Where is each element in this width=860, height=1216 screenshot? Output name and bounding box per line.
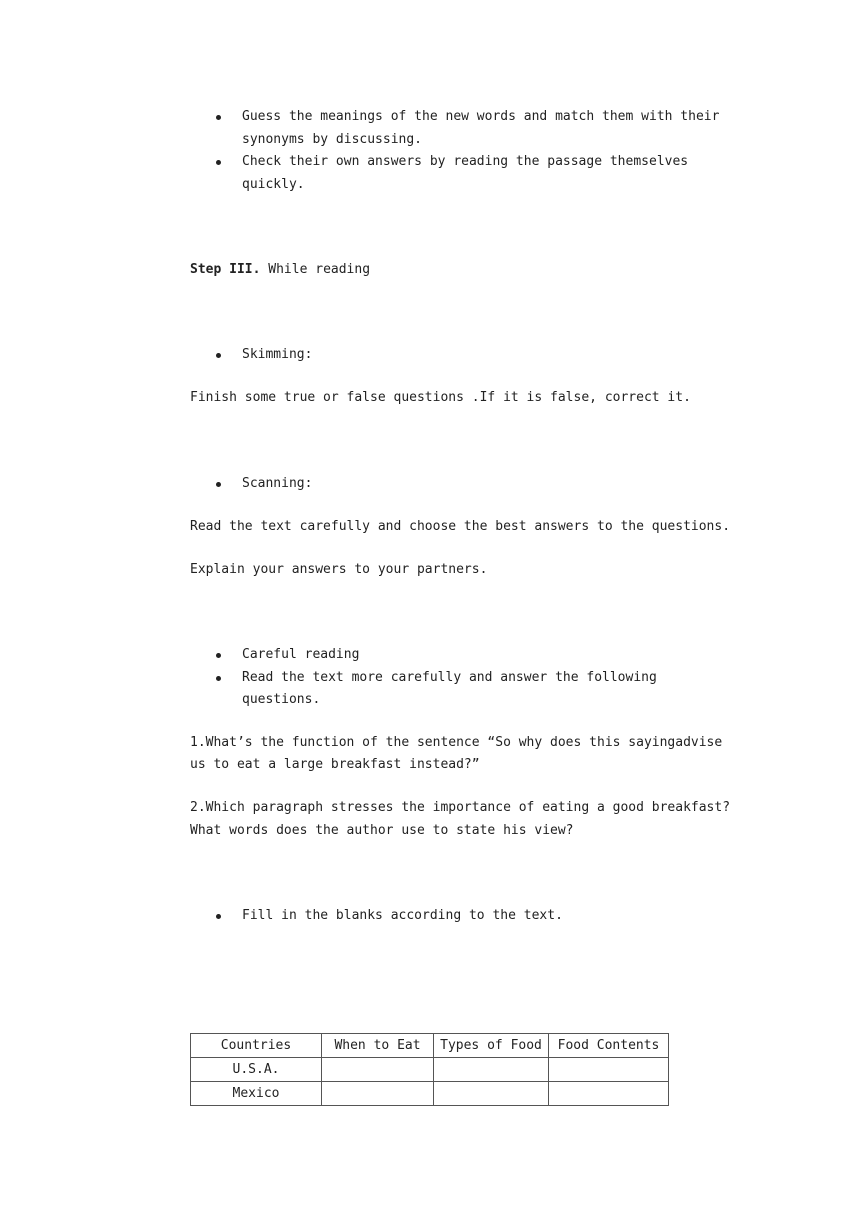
table-header-cell: When to Eat xyxy=(322,1034,434,1058)
careful-bullet: Careful reading xyxy=(242,647,360,662)
table-cell-blank xyxy=(322,1058,434,1082)
bullet-text: Check their own answers by reading the passage themselves xyxy=(242,154,689,169)
skimming-bullet: Skimming: xyxy=(242,347,313,362)
bullet-dot xyxy=(216,653,221,658)
step-label: Step III. xyxy=(190,262,261,277)
step-title: While reading xyxy=(268,262,371,277)
table-cell-blank xyxy=(322,1082,434,1106)
table-cell: U.S.A. xyxy=(191,1058,322,1082)
scanning-instruction: Explain your answers to your partners. xyxy=(190,562,488,577)
bullet-dot xyxy=(216,160,221,165)
table-cell: Mexico xyxy=(191,1082,322,1106)
bullet-dot xyxy=(216,482,221,487)
question-1: 1.What’s the function of the sentence “So why does this sayingadvise xyxy=(190,735,723,750)
bullet-dot xyxy=(216,914,221,919)
table-cell-blank xyxy=(549,1058,669,1082)
question-2: 2.Which paragraph stresses the importance of eating a good breakfast? xyxy=(190,800,731,815)
bullet-dot xyxy=(216,115,221,120)
scanning-instruction: Read the text carefully and choose the best answers to the questions. xyxy=(190,519,731,534)
bullet-text-continued: synonyms by discussing. xyxy=(242,132,423,147)
step-heading xyxy=(190,262,370,278)
careful-bullet: Read the text more carefully and answer the following xyxy=(242,670,657,685)
bullet-text: Guess the meanings of the new words and match them with their xyxy=(242,109,720,124)
bullet-dot xyxy=(216,353,221,358)
bullet-dot xyxy=(216,676,221,681)
table-cell-blank xyxy=(549,1082,669,1106)
careful-bullet-continued: questions. xyxy=(242,692,321,707)
table-row xyxy=(191,1058,669,1082)
table-header-cell: Food Contents xyxy=(549,1034,669,1058)
table-cell-blank xyxy=(434,1082,549,1106)
question-2-continued: What words does the author use to state his view? xyxy=(190,823,574,838)
bullet-text-continued: quickly. xyxy=(242,177,305,192)
table-header-row xyxy=(191,1034,669,1058)
fill-bullet: Fill in the blanks according to the text. xyxy=(242,908,563,923)
skimming-instruction: Finish some true or false questions .If it is false, correct it. xyxy=(190,390,691,405)
food-table xyxy=(190,1033,669,1106)
table-row xyxy=(191,1082,669,1106)
table-header-cell: Countries xyxy=(191,1034,322,1058)
question-1-continued: us to eat a large breakfast instead?” xyxy=(190,757,480,772)
table-cell-blank xyxy=(434,1058,549,1082)
scanning-bullet: Scanning: xyxy=(242,476,313,491)
table-header-cell: Types of Food xyxy=(434,1034,549,1058)
